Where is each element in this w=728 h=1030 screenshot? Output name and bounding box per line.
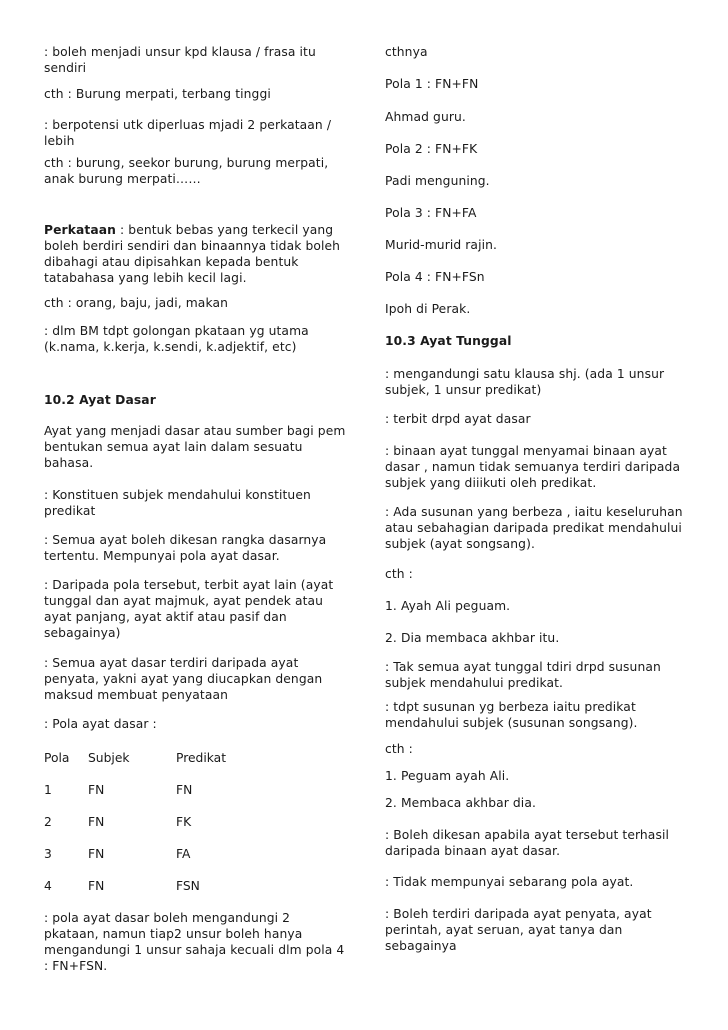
paragraph: : boleh menjadi unsur kpd klausa / frasa itu sendiri xyxy=(44,45,316,75)
list-item: 2. Dia membaca akhbar itu. xyxy=(385,631,560,645)
paragraph: : dlm BM tdpt golongan pkataan yg utama (k.nama, k.kerja, k.sendi, k.adjektif, etc) xyxy=(44,324,309,354)
definition-paragraph: Perkataan : bentuk bebas yang terkecil yang boleh berdiri sendiri dan binaannya tidak boleh dibahagi atau dipisahkan kepada bentuk tatabahasa yang lebih kecil lagi. xyxy=(44,223,341,285)
paragraph: cth : xyxy=(385,567,413,581)
paragraph: : mengandungi satu klausa shj. (ada 1 unsur subjek, 1 unsur predikat) xyxy=(385,367,665,397)
paragraph: cth : Burung merpati, terbang tinggi xyxy=(44,87,271,101)
paragraph: Ipoh di Perak. xyxy=(385,302,471,316)
paragraph: : Semua ayat dasar terdiri daripada ayat penyata, yakni ayat yang diucapkan dengan maksud membuat penyataan xyxy=(44,656,323,702)
paragraph: Pola 1 : FN+FN xyxy=(385,77,479,91)
term: Perkataan xyxy=(44,223,117,237)
paragraph: : binaan ayat tunggal menyamai binaan ayat dasar , namun tidak semuanya terdiri daripada subjek yang diiikuti oleh predikat. xyxy=(385,444,681,490)
table-cell: FN xyxy=(88,815,105,829)
paragraph: : Boleh dikesan apabila ayat tersebut terhasil daripada binaan ayat dasar. xyxy=(385,828,669,858)
list-item: 1. Ayah Ali peguam. xyxy=(385,599,511,613)
table-cell: FN xyxy=(176,783,193,797)
paragraph: : Tidak mempunyai sebarang pola ayat. xyxy=(385,875,634,889)
table-cell: FN xyxy=(88,783,105,797)
paragraph: : pola ayat dasar boleh mengandungi 2 pkataan, namun tiap2 unsur boleh hanya mengandungi 1 unsur sahaja kecuali dlm pola 4 : FN+FSN. xyxy=(44,911,345,973)
paragraph: Pola 4 : FN+FSn xyxy=(385,270,485,284)
paragraph: : tdpt susunan yg berbeza iaitu predikat mendahului subjek (susunan songsang). xyxy=(385,700,638,730)
paragraph: : Ada susunan yang berbeza , iaitu keseluruhan atau sebahagian daripada predikat mendahului subjek (ayat songsang). xyxy=(385,505,683,551)
paragraph: Ayat yang menjadi dasar atau sumber bagi pem bentukan semua ayat lain dalam sesuatu bahasa. xyxy=(44,424,346,470)
paragraph: : Semua ayat boleh dikesan rangka dasarnya tertentu. Mempunyai pola ayat dasar. xyxy=(44,533,327,563)
table-cell: 4 xyxy=(44,879,52,893)
table-row xyxy=(44,846,344,862)
table-cell: 1 xyxy=(44,783,52,797)
paragraph: cth : xyxy=(385,742,413,756)
paragraph: Pola 2 : FN+FK xyxy=(385,142,478,156)
paragraph: cthnya xyxy=(385,45,428,59)
section-heading: 10.3 Ayat Tunggal xyxy=(385,334,512,348)
paragraph: : terbit drpd ayat dasar xyxy=(385,412,531,426)
table-cell: FK xyxy=(176,815,192,829)
table-cell: 2 xyxy=(44,815,52,829)
table-header: Pola xyxy=(44,751,70,765)
paragraph: cth : burung, seekor burung, burung merpati, anak burung merpati…… xyxy=(44,156,329,186)
paragraph: : Daripada pola tersebut, terbit ayat lain (ayat tunggal dan ayat majmuk, ayat pendek atau ayat panjang, ayat aktif atau pasif dan sebagainya) xyxy=(44,578,334,640)
list-item: 2. Membaca akhbar dia. xyxy=(385,796,536,810)
paragraph: : Tak semua ayat tunggal tdiri drpd susunan subjek mendahului predikat. xyxy=(385,660,661,690)
table-row xyxy=(44,878,344,894)
table-cell: FA xyxy=(176,847,191,861)
paragraph: : berpotensi utk diperluas mjadi 2 perkataan / lebih xyxy=(44,118,332,148)
table-cell: FSN xyxy=(176,879,200,893)
paragraph: cth : orang, baju, jadi, makan xyxy=(44,296,228,310)
table-cell: FN xyxy=(88,879,105,893)
paragraph: Pola 3 : FN+FA xyxy=(385,206,477,220)
table-row xyxy=(44,814,344,830)
table-header-row xyxy=(44,750,344,766)
paragraph: Murid-murid rajin. xyxy=(385,238,498,252)
table-cell: FN xyxy=(88,847,105,861)
paragraph: Padi menguning. xyxy=(385,174,490,188)
table-row xyxy=(44,782,344,798)
table-cell: 3 xyxy=(44,847,52,861)
section-heading: 10.2 Ayat Dasar xyxy=(44,393,156,407)
table-header: Subjek xyxy=(88,751,130,765)
paragraph: : Pola ayat dasar : xyxy=(44,717,157,731)
paragraph: : Konstituen subjek mendahului konstituen predikat xyxy=(44,488,311,518)
table-header: Predikat xyxy=(176,751,227,765)
paragraph: Ahmad guru. xyxy=(385,110,466,124)
list-item: 1. Peguam ayah Ali. xyxy=(385,769,510,783)
paragraph: : Boleh terdiri daripada ayat penyata, ayat perintah, ayat seruan, ayat tanya dan sebagainya xyxy=(385,907,652,953)
